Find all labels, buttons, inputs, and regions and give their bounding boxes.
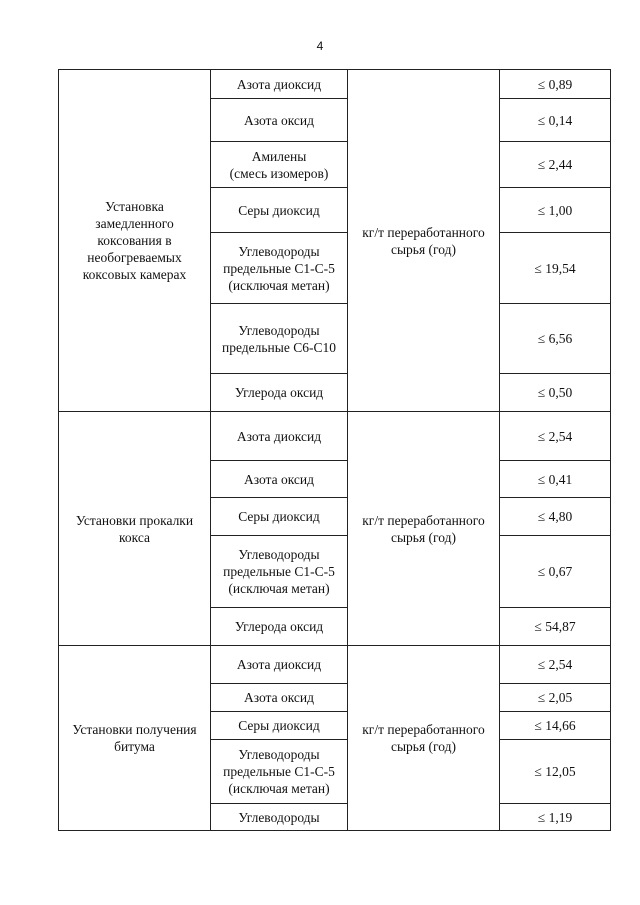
table-row — [59, 70, 611, 99]
unit-of-measure: кг/т переработанного сырья (год) — [348, 646, 500, 831]
substance-name: Углеводороды предельные С1-С-5 (исключая метан) — [211, 233, 348, 304]
substance-name: Серы диоксид — [211, 188, 348, 233]
substance-name: Углеводороды предельные С1-С-5 (исключая метан) — [211, 740, 348, 804]
limit-value: ≤ 6,56 — [500, 304, 611, 374]
table-row — [59, 412, 611, 461]
limit-value: ≤ 0,14 — [500, 99, 611, 142]
unit-of-measure: кг/т переработанного сырья (год) — [348, 412, 500, 646]
limit-value: ≤ 2,44 — [500, 142, 611, 188]
limit-value: ≤ 2,05 — [500, 684, 611, 712]
limit-value: ≤ 1,00 — [500, 188, 611, 233]
substance-name: Серы диоксид — [211, 498, 348, 536]
substance-name: Углеводороды предельные С6-С10 — [211, 304, 348, 374]
limit-value: ≤ 0,89 — [500, 70, 611, 99]
substance-name: Азота оксид — [211, 461, 348, 498]
substance-name: Углерода оксид — [211, 608, 348, 646]
emission-limits-table — [58, 69, 611, 831]
substance-name: Азота оксид — [211, 684, 348, 712]
substance-name: Азота диоксид — [211, 412, 348, 461]
limit-value: ≤ 19,54 — [500, 233, 611, 304]
limit-value: ≤ 4,80 — [500, 498, 611, 536]
limit-value: ≤ 12,05 — [500, 740, 611, 804]
limit-value: ≤ 2,54 — [500, 412, 611, 461]
table-row — [59, 646, 611, 684]
limit-value: ≤ 1,19 — [500, 804, 611, 831]
limit-value: ≤ 14,66 — [500, 712, 611, 740]
substance-name: Азота диоксид — [211, 646, 348, 684]
installation-name: Установки прокалки кокса — [59, 412, 211, 646]
installation-name: Установки получения битума — [59, 646, 211, 831]
page-number: 4 — [316, 39, 324, 53]
installation-name: Установка замедленного коксования в необогреваемых коксовых камерах — [59, 70, 211, 412]
limit-value: ≤ 2,54 — [500, 646, 611, 684]
substance-name: Амилены (смесь изомеров) — [211, 142, 348, 188]
limit-value: ≤ 0,41 — [500, 461, 611, 498]
substance-name: Углеводороды — [211, 804, 348, 831]
substance-name: Серы диоксид — [211, 712, 348, 740]
limit-value: ≤ 54,87 — [500, 608, 611, 646]
substance-name: Углерода оксид — [211, 374, 348, 412]
substance-name: Азота диоксид — [211, 70, 348, 99]
substance-name: Азота оксид — [211, 99, 348, 142]
limit-value: ≤ 0,67 — [500, 536, 611, 608]
substance-name: Углеводороды предельные С1-С-5 (исключая метан) — [211, 536, 348, 608]
unit-of-measure: кг/т переработанного сырья (год) — [348, 70, 500, 412]
limit-value: ≤ 0,50 — [500, 374, 611, 412]
